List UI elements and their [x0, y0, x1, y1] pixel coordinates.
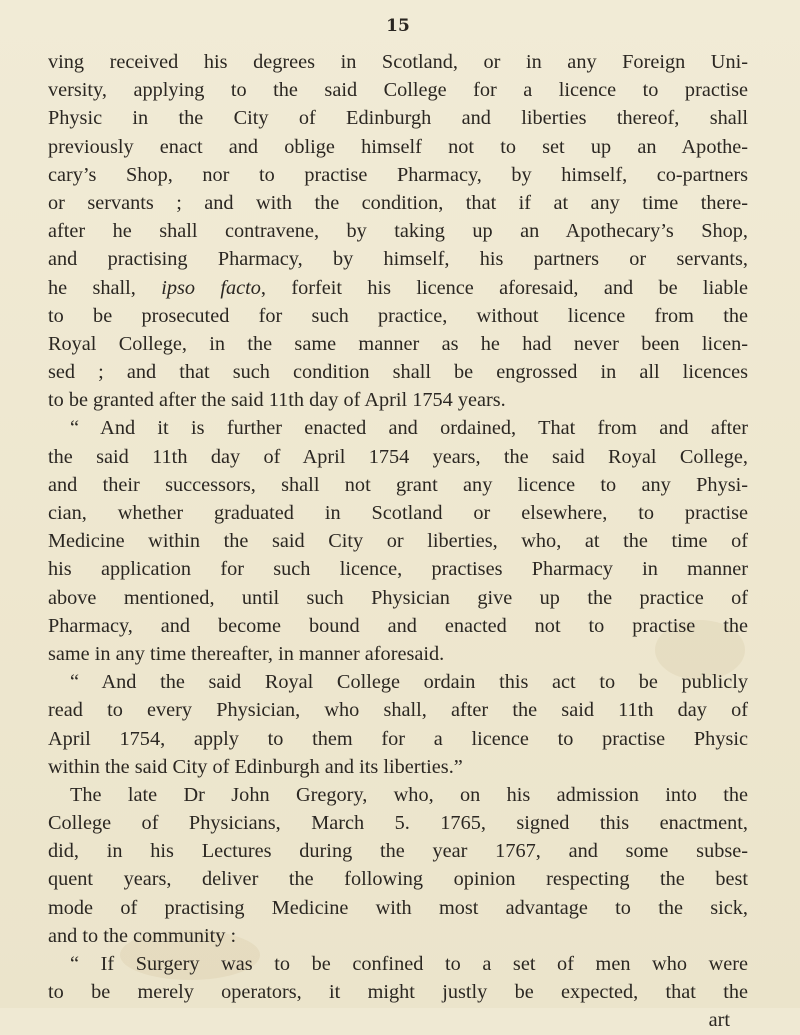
body-text [48, 48, 748, 1035]
text-line: and their successors, shall not grant any licence to any Physi- [48, 473, 748, 496]
text-line: and practising Pharmacy, by himself, his partners or servants, [48, 248, 748, 271]
text-line: the said 11th day of April 1754 years, the said Royal College, [48, 445, 748, 468]
text-line: same in any time thereafter, in manner aforesaid. [48, 642, 445, 665]
text-line: above mentioned, until such Physician give up the practice of [48, 586, 748, 609]
text-line: his application for such licence, practises Pharmacy in manner [48, 558, 748, 581]
text-line: he shall, ipso facto, forfeit his licence aforesaid, and be liable [48, 276, 748, 299]
text-line: cary’s Shop, nor to practise Pharmacy, by himself, co-partners [48, 163, 748, 186]
text-line: Royal College, in the same manner as he had never been licen- [48, 332, 748, 355]
text-line: ving received his degrees in Scotland, or in any Foreign Uni- [48, 51, 748, 73]
text-line: sed ; and that such condition shall be engrossed in all licences [48, 361, 748, 384]
text-line: mode of practising Medicine with most advantage to the sick, [48, 896, 748, 919]
text-line: did, in his Lectures during the year 1767, and some subse- [48, 840, 748, 863]
text-line: College of Physicians, March 5. 1765, signed this enactment, [48, 812, 748, 835]
text-line: “ And the said Royal College ordain this act to be publicly [70, 671, 748, 694]
catchword: art [708, 1009, 730, 1032]
page-number: 15 [386, 16, 410, 36]
text-line: and to the community : [48, 924, 237, 947]
text-line: or servants ; and with the condition, that if at any time there- [48, 191, 748, 214]
text-line: Medicine within the said City or liberties, who, at the time of [48, 530, 748, 553]
text-line: “ And it is further enacted and ordained, That from and after [70, 417, 748, 440]
text-line: quent years, deliver the following opinion respecting the best [48, 868, 748, 891]
text-line: after he shall contravene, by taking up an Apothecary’s Shop, [48, 220, 748, 243]
text-line: to be prosecuted for such practice, without licence from the [48, 304, 748, 327]
text-line: April 1754, apply to them for a licence to practise Physic [48, 727, 748, 750]
text-line: versity, applying to the said College for a licence to practise [48, 79, 748, 102]
text-line: within the said City of Edinburgh and its liberties.” [48, 755, 463, 778]
text-line: read to every Physician, who shall, after the said 11th day of [48, 699, 748, 722]
text-line: cian, whether graduated in Scotland or elsewhere, to practise [48, 502, 748, 524]
text-line: previously enact and oblige himself not to set up an Apothe- [48, 135, 748, 158]
text-line: to be granted after the said 11th day of April 1754 years. [48, 389, 506, 412]
text-line: The late Dr John Gregory, who, on his admission into the [70, 783, 748, 806]
text-line: Physic in the City of Edinburgh and liberties thereof, shall [48, 107, 748, 130]
text-line: “ If Surgery was to be confined to a set of men who were [70, 953, 748, 975]
text-line: to be merely operators, it might justly be expected, that the [48, 981, 748, 1004]
text-line: Pharmacy, and become bound and enacted not to practise the [48, 614, 748, 637]
